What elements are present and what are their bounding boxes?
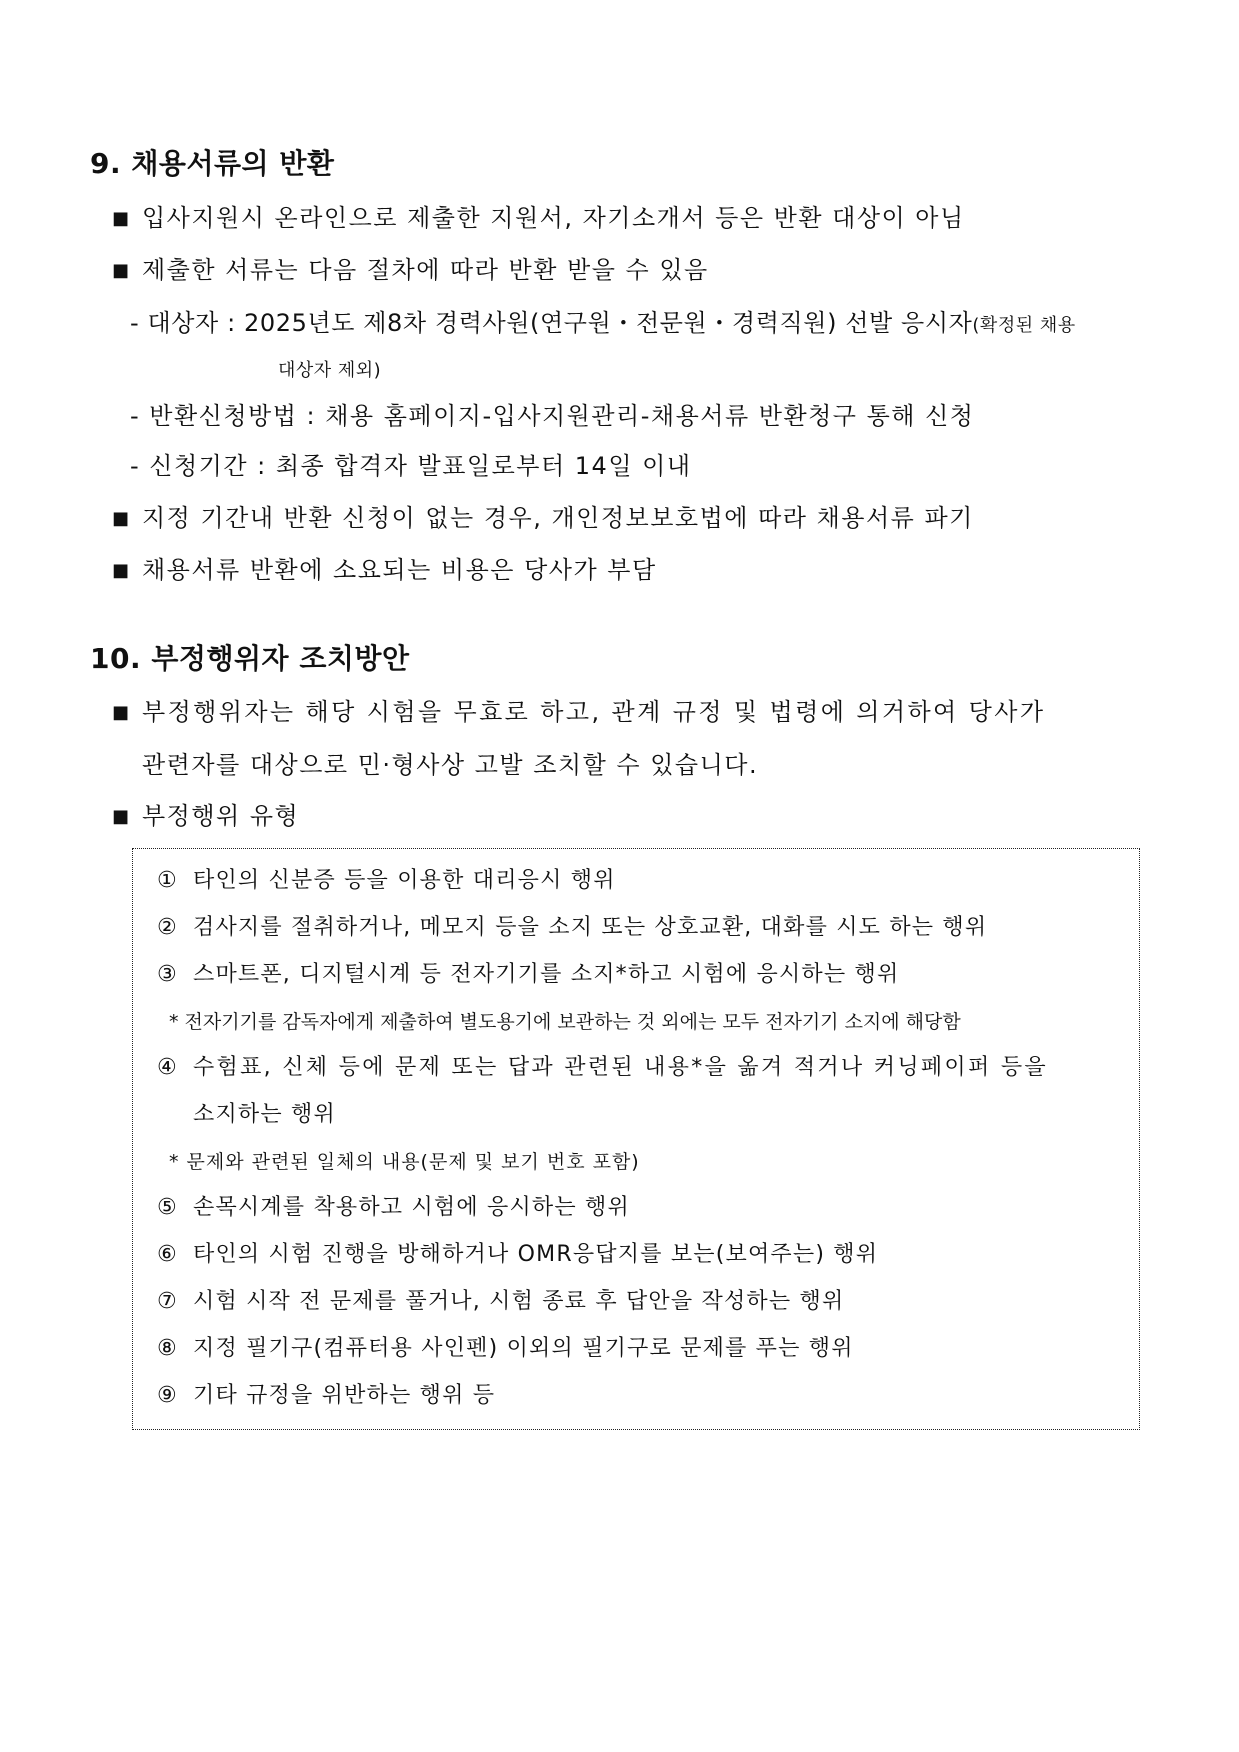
section-9-target <box>130 308 1076 341</box>
section-9-bullet-1: ■ 입사지원시 온라인으로 제출한 지원서, 자기소개서 등은 반환 대상이 아님 <box>112 204 965 232</box>
bullet-square-icon: ■ <box>112 560 131 581</box>
misconduct-note-3: * 전자기기를 감독자에게 제출하여 별도용기에 보관하는 것 외에는 모두 전자기기 소지에 해당함 <box>169 1011 961 1033</box>
misconduct-types-box <box>132 848 1140 1430</box>
misconduct-item-2: ② 검사지를 절취하거나, 메모지 등을 소지 또는 상호교환, 대화를 시도 하는 행위 <box>157 915 988 940</box>
section-9-title: 9. 채용서류의 반환 <box>90 147 335 180</box>
section-9-target-cont: 대상자 제외) <box>278 360 382 381</box>
section-10-bullet-1: ■ 부정행위자는 해당 시험을 무효로 하고, 관계 규정 및 법령에 의거하여 당사가 <box>112 698 1046 726</box>
misconduct-item-9: ⑨ 기타 규정을 위반하는 행위 등 <box>157 1383 496 1408</box>
bullet-square-icon: ■ <box>112 208 131 229</box>
section-9-bullet-4: ■ 채용서류 반환에 소요되는 비용은 당사가 부담 <box>112 556 657 584</box>
target-note: (확정된 채용 <box>972 315 1076 336</box>
section-9-bullet-2: ■ 제출한 서류는 다음 절차에 따라 반환 받을 수 있음 <box>112 256 709 284</box>
misconduct-item-7: ⑦ 시험 시작 전 문제를 풀거나, 시험 종료 후 답안을 작성하는 행위 <box>157 1289 845 1314</box>
bullet-square-icon: ■ <box>112 260 131 281</box>
misconduct-item-6: ⑥ 타인의 시험 진행을 방해하거나 OMR응답지를 보는(보여주는) 행위 <box>157 1242 879 1267</box>
target-text: - 대상자 : 2025년도 제8차 경력사원(연구원・전문원・경력직원) 선발 응시자 <box>130 309 973 337</box>
misconduct-item-5: ⑤ 손목시계를 착용하고 시험에 응시하는 행위 <box>157 1195 630 1220</box>
misconduct-item-4-cont: 소지하는 행위 <box>193 1102 336 1127</box>
bullet-square-icon: ■ <box>112 508 131 529</box>
misconduct-item-4: ④ 수험표, 신체 등에 문제 또는 답과 관련된 내용*을 옮겨 적거나 커닝페이퍼 등을 <box>157 1055 1048 1080</box>
section-10-title: 10. 부정행위자 조치방안 <box>90 642 410 675</box>
bullet-square-icon: ■ <box>112 806 131 827</box>
bullet-square-icon: ■ <box>112 702 132 723</box>
misconduct-item-3: ③ 스마트폰, 디지털시계 등 전자기기를 소지*하고 시험에 응시하는 행위 <box>157 962 900 987</box>
section-10-bullet-2: ■ 부정행위 유형 <box>112 802 300 830</box>
misconduct-item-1: ① 타인의 신분증 등을 이용한 대리응시 행위 <box>157 868 616 893</box>
section-9-bullet-3: ■ 지정 기간내 반환 신청이 없는 경우, 개인정보보호법에 따라 채용서류 파기 <box>112 504 974 532</box>
misconduct-note-4: * 문제와 관련된 일체의 내용(문제 및 보기 번호 포함) <box>169 1151 640 1173</box>
section-9-method: - 반환신청방법 : 채용 홈페이지-입사지원관리-채용서류 반환청구 통해 신청 <box>130 402 975 430</box>
section-10-bullet-1-cont: 관련자를 대상으로 민·형사상 고발 조치할 수 있습니다. <box>142 751 759 779</box>
section-9-period: - 신청기간 : 최종 합격자 발표일로부터 14일 이내 <box>130 452 692 480</box>
misconduct-item-8: ⑧ 지정 필기구(컴퓨터용 사인펜) 이외의 필기구로 문제를 푸는 행위 <box>157 1336 854 1361</box>
